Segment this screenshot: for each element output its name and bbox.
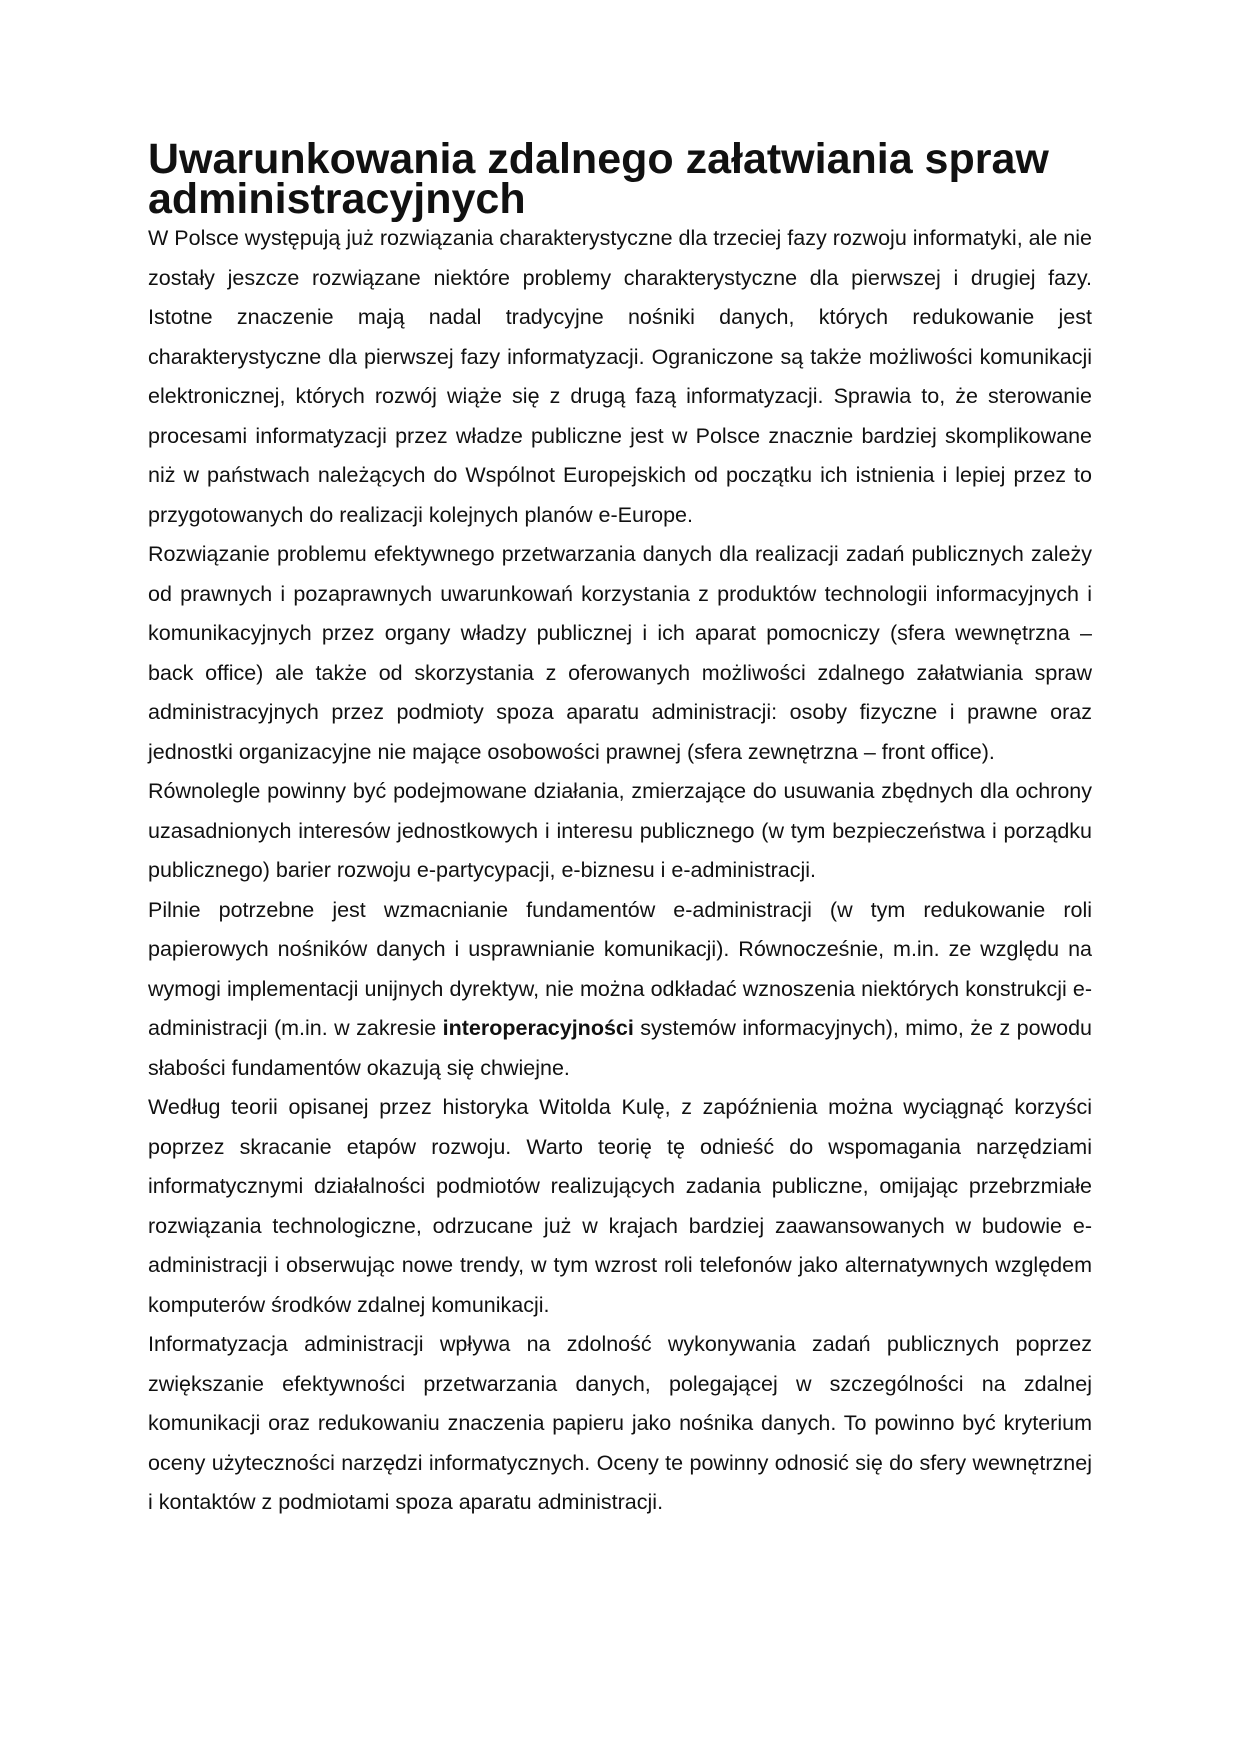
paragraph-4-text-start: Pilnie potrzebne jest wzmacnianie fundamentów e-administracji (w tym redukowanie roli papierowych nośników danych i usprawnianie komunikacji). Równocześnie, m.in. ze względu na wymogi implementacji unijnych dyrektyw, nie można odkładać wznoszenia niektórych konstrukcji e-administracji (m.in. w zakresie [148, 897, 1092, 1040]
paragraph-6: Informatyzacja administracji wpływa na zdolność wykonywania zadań publicznych poprzez zwiększanie efektywności przetwarzania danych, polegającej w szczególności na zdalnej komunikacji oraz redukowaniu znaczenia papieru jako nośnika danych. To powinno być kryterium oceny użyteczności narzędzi informatycznych. Oceny te powinny odnosić się do sfery wewnętrznej i kontaktów z podmiotami spoza aparatu administracji. [148, 1332, 1092, 1514]
paragraph-2: Rozwiązanie problemu efektywnego przetwarzania danych dla realizacji zadań publicznych zależy od prawnych i pozaprawnych uwarunkowań korzystania z produktów technologii informacyjnych i komunikacyjnych przez organy władzy publicznej i ich aparat pomocniczy (sfera wewnętrzna – back office) ale także od skorzystania z oferowanych możliwości zdalnego załatwiania spraw administracyjnych przez podmioty spoza aparatu administracji: osoby fizyczne i prawne oraz jednostki organizacyjne nie mające osobowości prawnej (sfera zewnętrzna – front office). [148, 542, 1092, 764]
paragraph-4-bold-term: interoperacyjności [442, 1016, 634, 1040]
paragraph-1: W Polsce występują już rozwiązania charakterystyczne dla trzeciej fazy rozwoju informatyki, ale nie zostały jeszcze rozwiązane niektóre problemy charakterystyczne dla pierwszej i drugiej fazy. Istotne znaczenie mają nadal tradycyjne nośniki danych, których redukowanie jest charakterystyczne dla pierwszej fazy informatyzacji. Ograniczone są także możliwości komunikacji elektronicznej, których rozwój wiąże się z drugą fazą informatyzacji. Sprawia to, że sterowanie procesami informatyzacji przez władze publiczne jest w Polsce znacznie bardziej skomplikowane niż w państwach należących do Wspólnot Europejskich od początku ich istnienia i lepiej przez to przygotowanych do realizacji kolejnych planów e-Europe. [148, 226, 1092, 527]
paragraph-5: Według teorii opisanej przez historyka Witolda Kulę, z zapóźnienia można wyciągnąć korzyści poprzez skracanie etapów rozwoju. Warto teorię tę odnieść do wspomagania narzędziami informatycznymi działalności podmiotów realizujących zadania publiczne, omijając przebrzmiałe rozwiązania technologiczne, odrzucane już w krajach bardziej zaawansowanych w budowie e-administracji i obserwując nowe trendy, w tym wzrost roli telefonów jako alternatywnych względem komputerów środków zdalnej komunikacji. [148, 1095, 1092, 1317]
paragraph-4-text-end: systemów informacyjnych), mimo, że z powodu słabości fundamentów okazują się chwiejne. [148, 1016, 1092, 1080]
paragraph-4 [148, 891, 1092, 1089]
paragraph-3: Równolegle powinny być podejmowane działania, zmierzające do usuwania zbędnych dla ochrony uzasadnionych interesów jednostkowych i interesu publicznego (w tym bezpieczeństwa i porządku publicznego) barier rozwoju e-partycypacji, e-biznesu i e-administracji. [148, 779, 1092, 882]
document-title: Uwarunkowania zdalnego załatwiania spraw administracyjnych [148, 135, 1049, 223]
document-page [148, 135, 1092, 1523]
